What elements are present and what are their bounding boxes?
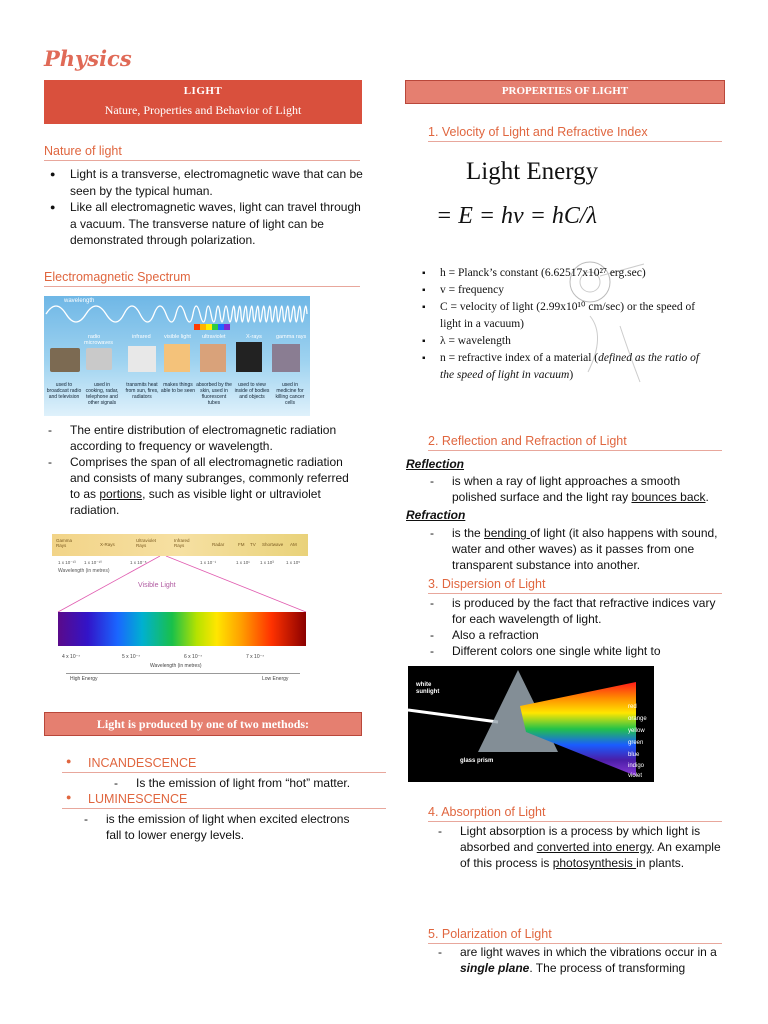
refraction-label: Refraction <box>406 508 466 522</box>
methods-header: Light is produced by one of two methods: <box>44 712 362 736</box>
band-xrays: X-Rays <box>100 542 115 547</box>
reflection-list <box>426 473 724 505</box>
text: Light absorption is a process by which light is absorbed and <box>460 824 701 854</box>
definition-item: ▪ h = Planck’s constant (6.62517x10²⁷ erg.sec) <box>420 265 710 282</box>
band-am: AM <box>290 542 297 547</box>
em-spectrum-figure <box>44 296 310 416</box>
visible-light-label: Visible Light <box>138 582 176 589</box>
section-3-heading: 3. Dispersion of Light <box>428 577 722 594</box>
band-visible: visible light <box>164 334 191 340</box>
vis-tick: 7 x 10⁻⁷ <box>246 654 265 660</box>
text: of light (it also happens with sound, water and other waves) as it passes from one transparent substance into another. <box>452 526 718 572</box>
incandescence-label: INCANDESCENCE <box>88 756 197 770</box>
italic-text: defined as the ratio of the speed of light in vacuum <box>440 352 700 381</box>
text: n = refractive index of a material ( <box>440 352 599 364</box>
band-tv: TV <box>250 542 256 547</box>
definition-item: ▪ v = frequency <box>420 282 710 299</box>
tick: 1 x 10⁻¹³ <box>58 560 76 565</box>
tick: 1 x 10⁻⁸ <box>130 560 147 565</box>
color-indigo: indigo <box>628 763 645 769</box>
text: . An example of this process is <box>460 840 721 870</box>
dispersion-list <box>426 595 724 659</box>
band-gamma: gamma rays <box>276 334 307 340</box>
wavelength-label: wavelength <box>64 298 95 304</box>
use-4: absorbed by the skin, used in fluorescent tubes <box>196 382 232 406</box>
tick: 1 x 10⁻¹⁰ <box>84 560 102 565</box>
text: ) <box>569 369 574 381</box>
bullet-icon: ● <box>66 756 72 766</box>
vis-tick: 4 x 10⁻⁷ <box>62 654 81 660</box>
band-ultraviolet: ultraviolet <box>202 334 226 340</box>
use-5: used to view inside of bodies and objects <box>234 382 270 400</box>
spectrum-figure <box>52 528 310 692</box>
list-item: - is the emission of light when excited electrons fall to lower energy levels. <box>80 811 364 843</box>
band-ir: Infrared Rays <box>174 538 190 548</box>
underlined-text: converted into energy <box>536 840 652 854</box>
nature-heading: Nature of light <box>44 144 360 161</box>
underlined-text: bending <box>484 526 531 540</box>
use-0: used to broadcast radio and television <box>46 382 82 400</box>
properties-header: PROPERTIES OF LIGHT <box>405 80 725 104</box>
list-item <box>426 525 724 573</box>
energy-arrow <box>66 673 300 674</box>
glass-prism-label: glass prism <box>460 758 494 764</box>
section-4-heading: 4. Absorption of Light <box>428 805 722 822</box>
section-5-heading: 5. Polarization of Light <box>428 927 722 944</box>
high-energy-label: High Energy <box>70 676 98 682</box>
list-item: ● Like all electromagnetic waves, light can travel through a vacuum. The transverse nature of light can be demonstrated through polarization. <box>44 199 364 249</box>
use-3: makes things able to be seen <box>160 382 196 394</box>
reflection-label: Reflection <box>406 457 465 471</box>
header-subtitle: Nature, Properties and Behavior of Light <box>104 103 302 117</box>
color-violet: violet <box>628 773 643 779</box>
underlined-text: bounces back <box>631 490 706 504</box>
band-fm: FM <box>238 542 245 547</box>
sunlight-label: white sunlight <box>416 682 440 695</box>
axis-label-bottom: Wavelength (in metres) <box>150 663 202 669</box>
band-radar: Radar <box>212 542 225 547</box>
luminescence-heading <box>62 792 386 809</box>
band-microwaves: microwaves <box>84 340 114 346</box>
header-light: LIGHT <box>183 85 223 97</box>
text: . The process of transforming <box>529 961 686 975</box>
left-header <box>44 80 362 124</box>
list-item: - Different colors one single white light to <box>426 643 724 659</box>
tick: 1 x 10⁵ <box>286 560 301 565</box>
bullet-icon: ● <box>66 792 72 802</box>
band-xrays: X-rays <box>246 334 262 340</box>
definition-item: ▪ λ = wavelength <box>420 333 710 350</box>
color-red: red <box>628 704 637 710</box>
band-shortwave: Shortwave <box>262 542 284 547</box>
low-energy-label: Low Energy <box>262 676 289 682</box>
underlined-text: portions <box>99 487 143 501</box>
luminescence-list <box>80 811 364 843</box>
list-item: ● Light is a transverse, electromagnetic wave that can be seen by the typical human. <box>44 166 364 199</box>
axis-label-top: Wavelength (in metres) <box>58 568 110 574</box>
text: , such as visible light or ultraviolet radiation. <box>70 487 321 517</box>
incandescence-heading <box>62 756 386 773</box>
text: in plants. <box>636 856 685 870</box>
list-item: - The entire distribution of electromagnetic radiation according to frequency or wavelength. <box>44 422 360 454</box>
refraction-list <box>426 525 724 573</box>
text: is when a ray of light approaches a smooth polished surface and the light ray <box>452 474 681 504</box>
em-dash-list <box>44 422 360 518</box>
text: Comprises the span of all electromagnetic radiation and consists of many subranges, commonly referred to as <box>70 455 349 501</box>
list-item: - Also a refraction <box>426 627 724 643</box>
em-spectrum-heading: Electromagnetic Spectrum <box>44 270 360 287</box>
list-item: - Is the emission of light from “hot” matter. <box>110 775 362 791</box>
band-uv: Ultraviolet Rays <box>136 538 157 548</box>
incandescence-list <box>110 775 362 791</box>
visible-spectrum-bar <box>58 612 306 646</box>
definitions-list <box>420 265 710 384</box>
light-energy-title: Light Energy <box>466 158 599 185</box>
list-item <box>434 823 724 871</box>
use-6: used in medicine for killing cancer cells <box>275 382 305 406</box>
section-1-heading: 1. Velocity of Light and Refractive Index <box>428 125 722 142</box>
band-gamma: Gamma Rays <box>56 538 73 548</box>
vis-tick: 6 x 10⁻⁷ <box>184 654 203 660</box>
luminescence-label: LUMINESCENCE <box>88 792 188 806</box>
text: is the <box>452 526 485 540</box>
light-energy-equation: = E = hν = hC/λ <box>436 203 597 229</box>
list-item <box>434 944 724 976</box>
tick: 1 x 10³ <box>260 560 274 565</box>
list-item <box>426 473 724 505</box>
color-yellow: yellow <box>628 728 645 734</box>
list-item <box>44 454 360 518</box>
section-2-heading: 2. Reflection and Refraction of Light <box>428 434 722 451</box>
text: are light waves in which the vibrations occur in a <box>460 945 717 959</box>
tick: 1 x 10¹ <box>236 560 250 565</box>
definition-item <box>420 350 710 384</box>
list-item: - is produced by the fact that refractive indices vary for each wavelength of light. <box>426 595 724 627</box>
page-title: Physics <box>44 46 132 71</box>
color-green: green <box>628 740 644 746</box>
tick: 1 x 10⁻¹ <box>200 560 217 565</box>
band-infrared: infrared <box>132 334 151 340</box>
band-radio: radio <box>88 334 101 340</box>
polarization-list <box>434 944 724 976</box>
use-2: transmits heat from sun, fires, radiators <box>125 382 159 400</box>
vis-tick: 5 x 10⁻⁷ <box>122 654 141 660</box>
underlined-text: photosynthesis <box>552 856 637 870</box>
absorption-list <box>434 823 724 871</box>
nature-list <box>44 166 364 249</box>
color-orange: orange <box>628 716 647 722</box>
prism-figure <box>408 666 654 782</box>
text: . <box>705 490 709 504</box>
use-1: used in cooking, radar, telephone and other signals <box>85 382 119 406</box>
definition-item: ▪ C = velocity of light (2.99x10¹⁰ cm/sec) or the speed of light in a vacuum) <box>420 299 710 333</box>
color-blue: blue <box>628 752 640 758</box>
bold-italic-text: single plane <box>460 961 530 975</box>
